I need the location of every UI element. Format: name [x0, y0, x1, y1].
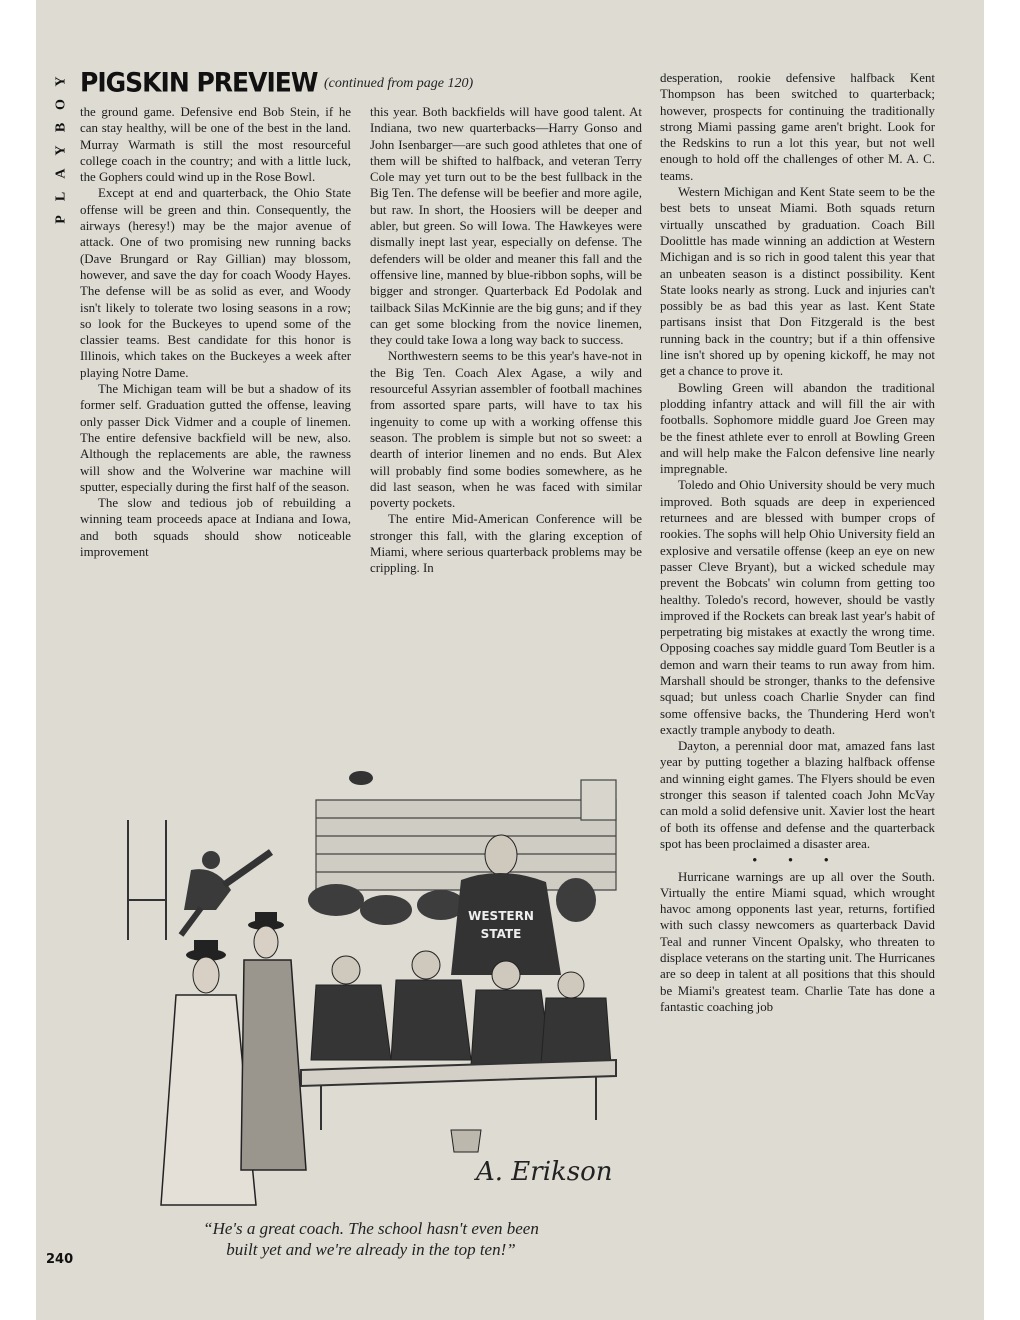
section-break: • • •: [752, 853, 843, 868]
cartoon-caption: [126, 1218, 616, 1260]
magazine-page: [36, 0, 984, 1320]
cartoon-illustration: [106, 760, 626, 1210]
stadium-stands: [316, 780, 616, 890]
paragraph: Dayton, a perennial door mat, amazed fans last year by putting together a blazing halfback offense and winning eight games. The Flyers should be even stronger this season if talented coach John McVay can mold a solid defensive unit. Xavier lost the heart of both its offense and defense and the quarterback spot has been proclaimed a disaster area.: [660, 739, 935, 851]
side-label-letter: O: [53, 99, 69, 110]
side-label-letter: Y: [53, 145, 69, 156]
caption-line-2: built yet and we're already in the top ten!”: [226, 1240, 516, 1259]
paragraph: the ground game. Defensive end Bob Stein, if he can stay healthy, will be one of the best in the land. Murray Warmath is still the most resourceful college coach in the country; and with a little luck, the Gophers could wind up in the Rose Bowl.: [80, 105, 351, 185]
side-label-letter: A: [53, 168, 69, 179]
continued-note: (continued from page 120): [324, 76, 474, 91]
football: [349, 771, 373, 785]
side-label-letter: Y: [53, 76, 69, 87]
side-label-letter: P: [53, 215, 69, 224]
artist-signature: A. Erikson: [476, 1157, 613, 1187]
side-label: [50, 70, 72, 231]
paragraph: desperation, rookie defensive halfback Kent Thompson has been switched to quarterback; however, prospects for continuing the traditionally strong Miami passing game aren't bright. Look for the Redskins to run a lot this year, but not well enough to hold off the challenges of other M. A. C. teams.: [660, 71, 935, 183]
paragraph: Hurricane warnings are up all over the South. Virtually the entire Miami squad, which wrought havoc among opponents last year, returns, fortified with such classy newcomers as quarterback David Teal and runner Vincent Opalsky, who threaten to displace veterans on the starting unit. The Hurricanes are so deep in talent at all positions that this should be Miami's greatest team. Charlie Tate has done a fantastic coaching job: [660, 869, 935, 1014]
paragraph: The Michigan team will be but a shadow of its former self. Graduation gutted the offense, leaving only passer Dick Vidmer and a couple of linemen. The entire defensive backfield will be new, also. Although the replacements are able, the rawness will show and the Wolverine war machine will sputter, especially during the first half of the season.: [80, 382, 351, 494]
paragraph: The slow and tedious job of rebuilding a winning team proceeds apace at Indiana and Iowa, and both squads should show noticeable improvement: [80, 496, 351, 560]
goal-post: [128, 820, 166, 940]
article-column-2: [370, 104, 642, 577]
bench: [301, 1060, 616, 1130]
article-column-1: [80, 104, 351, 560]
side-label-text: [50, 70, 72, 231]
caption-line-1: “He's a great coach. The school hasn't even been: [203, 1219, 539, 1238]
section-title: PIGSKIN PREVIEW: [80, 67, 318, 98]
paragraph: The entire Mid-American Conference will be stronger this fall, with the glaring exception of Miami, where serious quarterback problems may be crippling. In: [370, 512, 642, 576]
paragraph: Northwestern seems to be this year's have-not in the Big Ten. Coach Alex Agase, a wily and resourceful Assyrian assembler of football machines from assorted spare parts, will have to tax his ingenuity to come up with a working offense this season. The problem is simple but not so sweet: a dearth of interior linemen and no ends. But Alex will probably find some bodies somewhere, as he did last season, when he was faced with similar poverty pockets.: [370, 349, 642, 511]
page-number: 240: [46, 1252, 74, 1267]
jersey-text-2: STATE: [480, 927, 522, 941]
side-label-letter: B: [53, 122, 69, 133]
jersey-text-1: WESTERN: [468, 909, 534, 923]
article-column-3: [660, 70, 935, 1015]
paragraph: Toledo and Ohio University should be very much improved. Both squads are deep in experienced returnees and are blessed with bumper crops of rookies. The sophs will help Ohio University field an explosive and versatile offense (keep an eye on new passer Cleve Bryant), but a wicked schedule may prevent the Bobcats' win column from getting too healthy. Toledo's record, however, should be vastly improved if the Rockets can break last year's habit of perpetrating big mistakes at exactly the wrong time. Opposing coaches say middle guard Tom Beutler is a demon and warn their teams to run away from him. Marshall should be stronger, thanks to the defensive squad; but unless coach Charlie Snyder can find some offensive backs, the Thundering Herd won't exactly trample anybody to death.: [660, 478, 935, 737]
water-bucket: [451, 1130, 481, 1152]
spectators: [161, 912, 306, 1205]
paragraph: Bowling Green will abandon the traditional plodding infantry attack and will fill the air with footballs. Sophomore middle guard Joe Green may be the finest athlete ever to enroll at Bowling Green and will help make the Falcon defensive line nearly impregnable.: [660, 380, 935, 477]
paragraph: Except at end and quarterback, the Ohio State offense will be green and thin. Consequently, the airways (heresy!) may be the major avenue of attack. One of two promising new running backs (Dave Brungard or Ray Gillian) may blossom, however, and save the day for coach Woody Hayes. The defense will be as solid as ever, and Woody isn't likely to tolerate two losing seasons in a row; so look for the Buckeyes to upend some of the classier teams. Best candidate for this honor is Illinois, which takes on the Buckeyes a week after playing Notre Dame.: [80, 186, 351, 380]
side-label-letter: L: [53, 191, 69, 202]
paragraph: Western Michigan and Kent State seem to be the best bets to unseat Miami. Both squads return virtually unscathed by graduation. Coach Bill Doolittle has made winning an addiction at Western Michigan and is so rich in good talent this year that an unbeaten season is a distinct possibility. Kent State looks nearly as strong. Luck and injuries can't possibly be as bad this year as last. Kent State partisans insist that Don Fitzgerald is the best running back in the country; but if a thin offensive line isn't shored up by opening kickoff, he may not get a chance to prove it.: [660, 185, 935, 379]
paragraph: this year. Both backfields will have good talent. At Indiana, two new quarterbacks—Harry Gonso and John Isenbarger—are such good athletes that one of them will be shifted to halfback, and veteran Terry Cole may yet turn out to be the best fullback in the Big Ten. The defense will be beefier and more agile, but raw. In short, the Hoosiers will be deeper and abler, but green. So will Iowa. The Hawkeyes were dismally inept last year, especially on defense. The defenders will be older and meaner this fall and the offensive line, manned by blue-ribbon sophs, will be bigger and stronger. Quarterback Ed Podolak and tailback Silas McKinnie are the big guns; and if they can get some blocking from the novice linemen, they could take Iowa a long way back to success.: [370, 105, 642, 348]
